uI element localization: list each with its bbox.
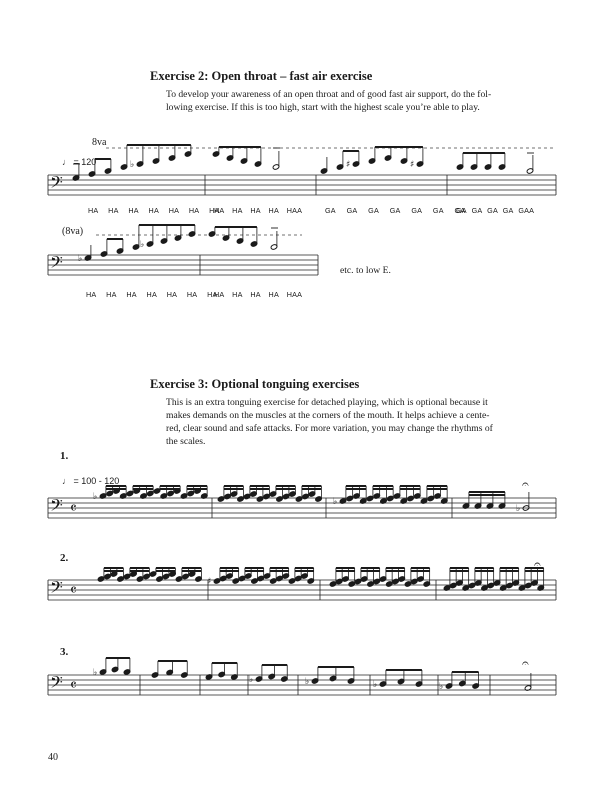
etc-text: etc. to low E. [340,265,391,276]
common-time-icon: 𝄴 [70,499,77,517]
exercise3-intro-line1: This is an extra tonguing exercise for detached playing, which is optional because it [166,397,488,408]
exercise3-heading: Exercise 3: Optional tonguing exercises [150,377,360,391]
accidental: ♭ [78,254,83,264]
exercise3-intro-line3: red, clear sound and safe attacks. For more variation, you may change the rhythms of [166,423,493,434]
bass-clef-icon: 𝄢 [50,672,63,696]
exercise3-intro-line4: the scales. [166,436,206,447]
accidental: ♭ [305,677,310,687]
quarter-note-icon: ♩ [62,476,71,486]
bass-clef-icon: 𝄢 [50,172,63,196]
accidental: ♭ [249,675,254,685]
tempo-ex3-value: = 100 - 120 [73,476,120,486]
accidental: ♯ [410,160,415,170]
octave-mark-row1: 8va [92,137,107,148]
accidental: ♭ [333,497,338,507]
fermata-icon: 𝄐 [522,477,529,491]
exercise2-intro-line1: To develop your awareness of an open throat and of good fast air support, do the fol- [166,89,492,100]
accidental: ♯ [207,577,212,587]
tempo-ex2-value: = 120 [73,157,97,167]
syllables-row2-m2: HA HA HA HA HAA [214,290,303,299]
accidental: ♭ [373,680,378,690]
bass-clef-icon: 𝄢 [50,495,63,519]
item-number-3: 3. [60,646,69,658]
syllables-row1-m4: GA GA GA GA GAA [456,206,535,215]
exercise3-intro-line2: makes demands on the muscles at the corners of the mouth. It helps achieve a cente- [166,410,490,421]
common-time-icon: 𝄴 [70,676,77,694]
exercise2-intro-line2: lowing exercise. If this is too high, start with the highest scale you’re able to play. [166,102,480,113]
accidental: ♭ [140,240,145,250]
accidental: ♭ [93,492,98,502]
exercise2-heading: Exercise 2: Open throat – fast air exercise [150,69,373,83]
accidental: ♭ [93,668,98,678]
fermata-icon: 𝄐 [534,557,541,571]
syllables-row2-m1: HA HA HA HA HA HA HA [86,290,218,299]
quarter-note-icon: ♩ [62,157,71,167]
syllables-row1-m2: HA HA HA HA HAA [214,206,303,215]
item-number-1: 1. [60,450,69,462]
syllables-row1-m1: HA HA HA HA HA HA HA [88,206,220,215]
bass-clef-icon: 𝄢 [50,252,63,276]
common-time-icon: 𝄴 [70,581,77,599]
page-number: 40 [48,752,58,763]
fermata-icon: 𝄐 [522,656,529,670]
accidental: ♭ [130,160,135,170]
octave-mark-row2: (8va) [62,226,84,237]
accidental: ♭ [516,504,521,514]
accidental: ♭ [439,682,444,692]
accidental: ♯ [346,160,351,170]
syllables-row1-m3: GA GA GA GA GA GA GA [325,206,466,215]
item-number-2: 2. [60,552,69,564]
bass-clef-icon: 𝄢 [50,577,63,601]
